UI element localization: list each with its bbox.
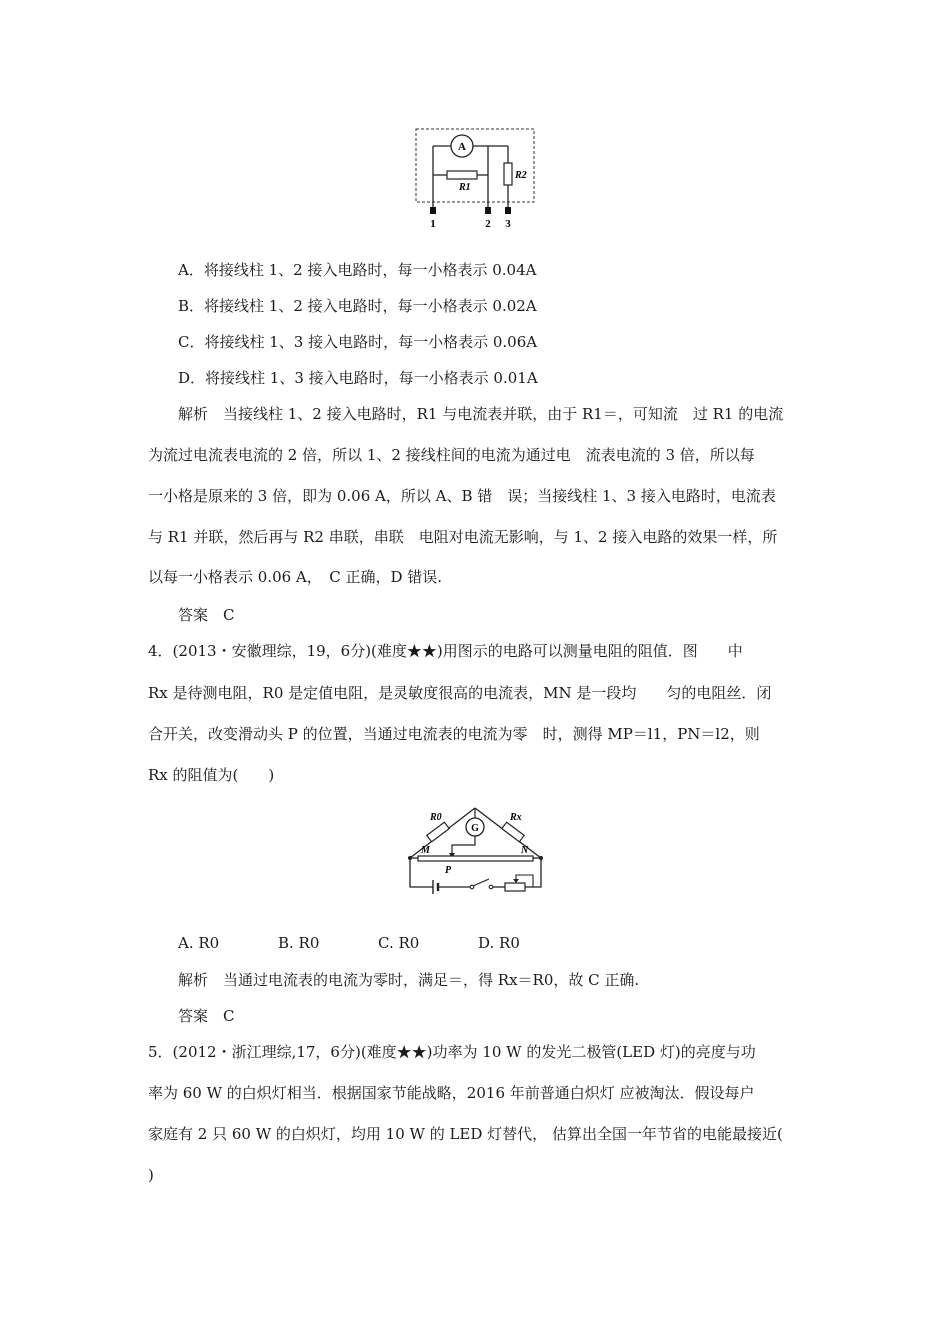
q4-stem-line-2: Rx 是待测电阻，R0 是定值电阻，是灵敏度很高的电流表，MN 是一段均 匀的电阻丝．闭: [148, 684, 772, 702]
q5-stem-line-2: 率为 60 W 的白炽灯相当．根据国家节能战略，2016 年前普通白炽灯 应被淘汰．假设每户: [148, 1084, 755, 1102]
q4-analysis: 解析 当通过电流表的电流为零时，满足＝，得 Rx＝R0，故 C 正确.: [178, 971, 640, 989]
q4-option-a: A. R0: [178, 934, 220, 952]
galvanometer-label: G: [471, 823, 479, 834]
q4-option-d: D. R0: [478, 934, 520, 952]
r2-label: R2: [515, 170, 527, 181]
q4-answer: 答案 C: [178, 1007, 235, 1025]
bridge-circuit-figure: [0, 800, 950, 920]
q3-analysis-line-3: 一小格是原来的 3 倍，即为 0.06 A，所以 A、B 错 误；当接线柱 1、3 接入电路时，电流表: [148, 487, 776, 505]
q3-option-a: A．将接线柱 1、2 接入电路时，每一小格表示 0.04A: [178, 261, 537, 279]
q3-answer: 答案 C: [178, 606, 235, 624]
q5-stem-line-1: 5．(2012・浙江理综,17，6分)(难度★★)功率为 10 W 的发光二极管(LED 灯)的亮度与功: [148, 1043, 756, 1061]
q5-stem-line-4: ): [148, 1166, 154, 1184]
q4-stem-line-1: 4．(2013・安徽理综，19，6分)(难度★★)用图示的电路可以测量电阻的阻值．图 中: [148, 642, 743, 660]
q5-stem-line-3: 家庭有 2 只 60 W 的白炽灯，均用 10 W 的 LED 灯替代， 估算出全国一年节省的电能最接近(: [148, 1125, 783, 1143]
r0-label: R0: [430, 812, 442, 823]
terminal-2-label: 2: [485, 218, 491, 230]
q3-option-c: C．将接线柱 1、3 接入电路时，每一小格表示 0.06A: [178, 333, 538, 351]
q3-analysis-line-5: 以每一小格表示 0.06 A， C 正确，D 错误.: [148, 568, 443, 586]
q4-option-c: C. R0: [378, 934, 420, 952]
q3-option-b: B．将接线柱 1、2 接入电路时，每一小格表示 0.02A: [178, 297, 537, 315]
p-label: P: [445, 865, 452, 876]
n-label: N: [521, 845, 529, 856]
terminal-3-label: 3: [505, 218, 511, 230]
q4-option-b: B. R0: [278, 934, 320, 952]
q3-analysis-line-2: 为流过电流表电流的 2 倍，所以 1、2 接线柱间的电流为通过电 流表电流的 3 倍，所以每: [148, 446, 755, 464]
terminal-1-label: 1: [430, 218, 436, 230]
q3-analysis-line-1: 解析 当接线柱 1、2 接入电路时，R1 与电流表并联，由于 R1＝，可知流 过 R1 的电流: [178, 405, 784, 423]
m-label: M: [421, 845, 430, 856]
rx-label: Rx: [510, 812, 522, 823]
q4-stem-line-3: 合开关，改变滑动头 P 的位置，当通过电流表的电流为零 时，测得 MP＝l1，PN＝l2，则: [148, 725, 760, 743]
q3-option-d: D．将接线柱 1、3 接入电路时，每一小格表示 0.01A: [178, 369, 538, 387]
r1-label: R1: [459, 182, 471, 193]
ammeter-circuit-figure: [0, 0, 950, 240]
q4-stem-line-4: Rx 的阻值为( ): [148, 766, 275, 784]
ammeter-label: A: [458, 141, 466, 153]
q3-analysis-line-4: 与 R1 并联，然后再与 R2 串联，串联 电阻对电流无影响，与 1、2 接入电路的效果一样，所: [148, 528, 778, 546]
